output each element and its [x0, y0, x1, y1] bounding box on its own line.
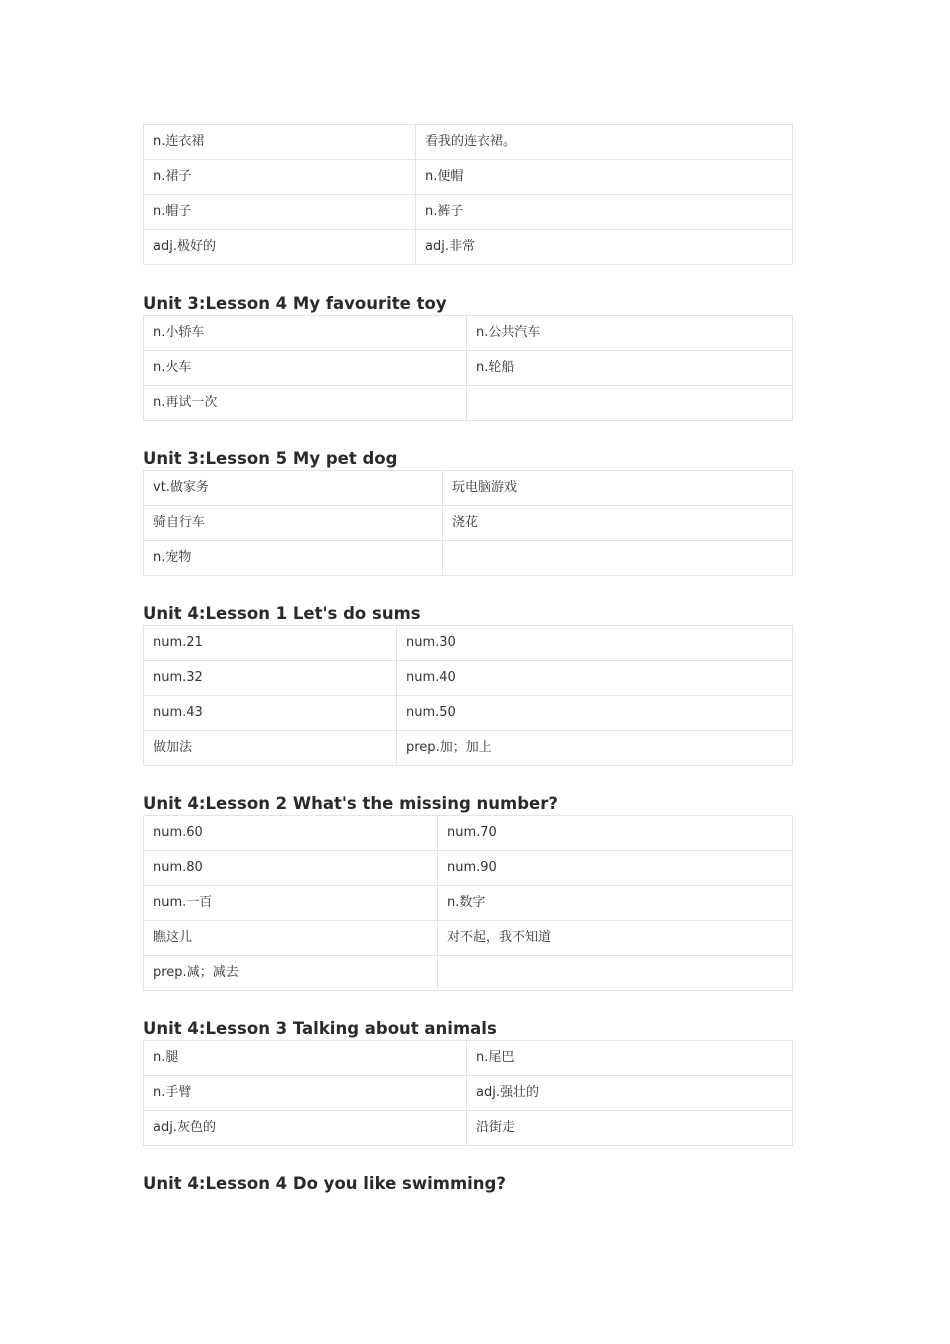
table-row	[144, 626, 793, 661]
vocab-cell: n.轮船	[467, 351, 793, 386]
table-row	[144, 506, 793, 541]
vocab-cell: num.60	[144, 816, 438, 851]
vocab-cell: 对不起，我不知道	[438, 921, 793, 956]
table-row	[144, 816, 793, 851]
vocab-cell: adj.强壮的	[467, 1076, 793, 1111]
vocabulary-table	[143, 625, 793, 766]
section-heading: Unit 4:Lesson 2 What's the missing number?	[143, 794, 558, 813]
table-row	[144, 471, 793, 506]
table-row	[144, 696, 793, 731]
vocab-cell: num.21	[144, 626, 397, 661]
vocabulary-page	[143, 124, 792, 1195]
vocab-cell: n.手臂	[144, 1076, 467, 1111]
vocab-cell: n.腿	[144, 1041, 467, 1076]
vocab-cell: num.一百	[144, 886, 438, 921]
vocab-cell: n.连衣裙	[144, 125, 416, 160]
vocab-cell	[467, 386, 793, 421]
vocab-cell: 沿街走	[467, 1111, 793, 1146]
vocab-cell: adj.极好的	[144, 230, 416, 265]
vocab-cell: adj.非常	[416, 230, 793, 265]
table-row	[144, 351, 793, 386]
table-row	[144, 956, 793, 991]
vocab-cell: n.公共汽车	[467, 316, 793, 351]
table-row	[144, 125, 793, 160]
table-row	[144, 731, 793, 766]
vocab-cell: num.80	[144, 851, 438, 886]
vocab-cell: num.32	[144, 661, 397, 696]
vocab-cell: 骑自行车	[144, 506, 443, 541]
vocab-cell: num.90	[438, 851, 793, 886]
vocab-cell: 浇花	[443, 506, 793, 541]
vocab-cell: n.尾巴	[467, 1041, 793, 1076]
vocabulary-table	[143, 124, 793, 265]
table-row	[144, 1111, 793, 1146]
vocab-cell: 玩电脑游戏	[443, 471, 793, 506]
section-heading: Unit 4:Lesson 1 Let's do sums	[143, 604, 421, 623]
table-row	[144, 386, 793, 421]
vocab-cell: 做加法	[144, 731, 397, 766]
table-row	[144, 886, 793, 921]
vocab-cell: num.43	[144, 696, 397, 731]
vocab-cell: n.裤子	[416, 195, 793, 230]
vocabulary-table	[143, 315, 793, 421]
vocabulary-table	[143, 470, 793, 576]
section-heading: Unit 3:Lesson 4 My favourite toy	[143, 294, 447, 313]
vocab-cell: 瞧这儿	[144, 921, 438, 956]
vocab-cell: n.宠物	[144, 541, 443, 576]
table-row	[144, 230, 793, 265]
vocab-cell: num.50	[397, 696, 793, 731]
vocab-cell: n.帽子	[144, 195, 416, 230]
section-heading: Unit 3:Lesson 5 My pet dog	[143, 449, 398, 468]
vocab-cell: num.70	[438, 816, 793, 851]
table-row	[144, 160, 793, 195]
table-row	[144, 1076, 793, 1111]
table-row	[144, 316, 793, 351]
table-row	[144, 661, 793, 696]
section-heading: Unit 4:Lesson 3 Talking about animals	[143, 1019, 497, 1038]
vocab-cell	[438, 956, 793, 991]
vocab-cell: prep.加；加上	[397, 731, 793, 766]
vocab-cell: prep.减；减去	[144, 956, 438, 991]
table-row	[144, 851, 793, 886]
vocab-cell: n.便帽	[416, 160, 793, 195]
vocab-cell: n.再试一次	[144, 386, 467, 421]
vocab-cell: n.裙子	[144, 160, 416, 195]
vocab-cell: n.火车	[144, 351, 467, 386]
table-row	[144, 195, 793, 230]
vocab-cell: num.30	[397, 626, 793, 661]
vocab-cell: n.小轿车	[144, 316, 467, 351]
vocab-cell	[443, 541, 793, 576]
vocab-cell: 看我的连衣裙。	[416, 125, 793, 160]
section-heading: Unit 4:Lesson 4 Do you like swimming?	[143, 1174, 506, 1193]
vocab-cell: n.数字	[438, 886, 793, 921]
vocab-cell: adj.灰色的	[144, 1111, 467, 1146]
vocab-cell: vt.做家务	[144, 471, 443, 506]
table-row	[144, 541, 793, 576]
vocabulary-table	[143, 815, 793, 991]
table-row	[144, 1041, 793, 1076]
vocabulary-table	[143, 1040, 793, 1146]
vocab-cell: num.40	[397, 661, 793, 696]
table-row	[144, 921, 793, 956]
